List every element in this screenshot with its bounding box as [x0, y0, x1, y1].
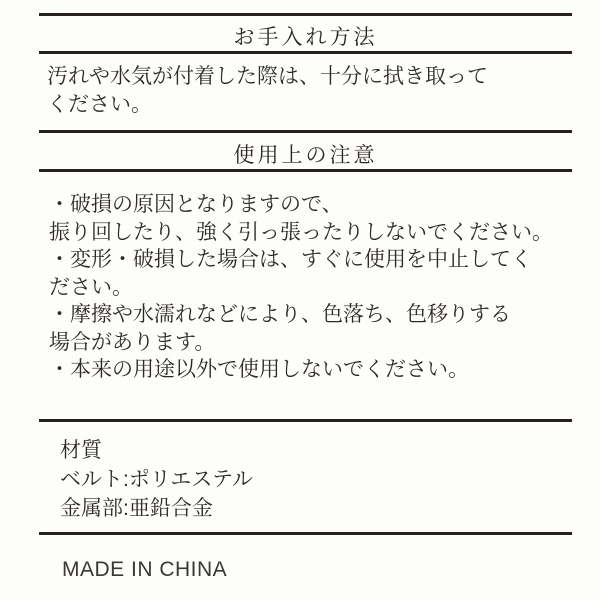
- care-text: [47, 63, 488, 119]
- country-of-origin: MADE IN CHINA: [62, 558, 228, 581]
- materials-heading: 材質: [60, 439, 102, 462]
- section-title-precautions: 使用上の注意: [233, 144, 378, 167]
- divider-above-materials: [39, 419, 572, 422]
- section-title-care: お手入れ方法: [233, 26, 378, 49]
- precaution-line: ・摩擦や水濡れなどにより、色落ち、色移りする: [49, 303, 511, 326]
- care-text-line: ください。: [47, 93, 152, 116]
- precaution-line: ださい。: [49, 275, 133, 299]
- material-item-belt: ベルト:ポリエステル: [60, 468, 253, 491]
- precaution-line: 場合があります。: [49, 330, 216, 354]
- precaution-line: ・本来の用途以外で使用しないでください。: [49, 358, 469, 381]
- care-text-line: 汚れや水気が付着した際は、十分に拭き取って: [47, 65, 488, 88]
- precaution-line: ・変形・破損した場合は、すぐに使用を中止してく: [49, 248, 532, 271]
- divider-top: [39, 13, 572, 16]
- precaution-line: 振り回したり、強く引っ張ったりしないでください。: [49, 220, 553, 244]
- divider-below-care-title: [39, 51, 572, 54]
- materials-section: [60, 436, 253, 523]
- precaution-line: ・破損の原因となりますので、: [49, 193, 343, 216]
- material-item-metal: 金属部:亜鉛合金: [60, 497, 213, 520]
- divider-below-precautions-title: [39, 169, 572, 172]
- precautions-text: [49, 191, 553, 384]
- divider-above-precautions-title: [39, 130, 572, 133]
- divider-above-origin: [39, 532, 572, 535]
